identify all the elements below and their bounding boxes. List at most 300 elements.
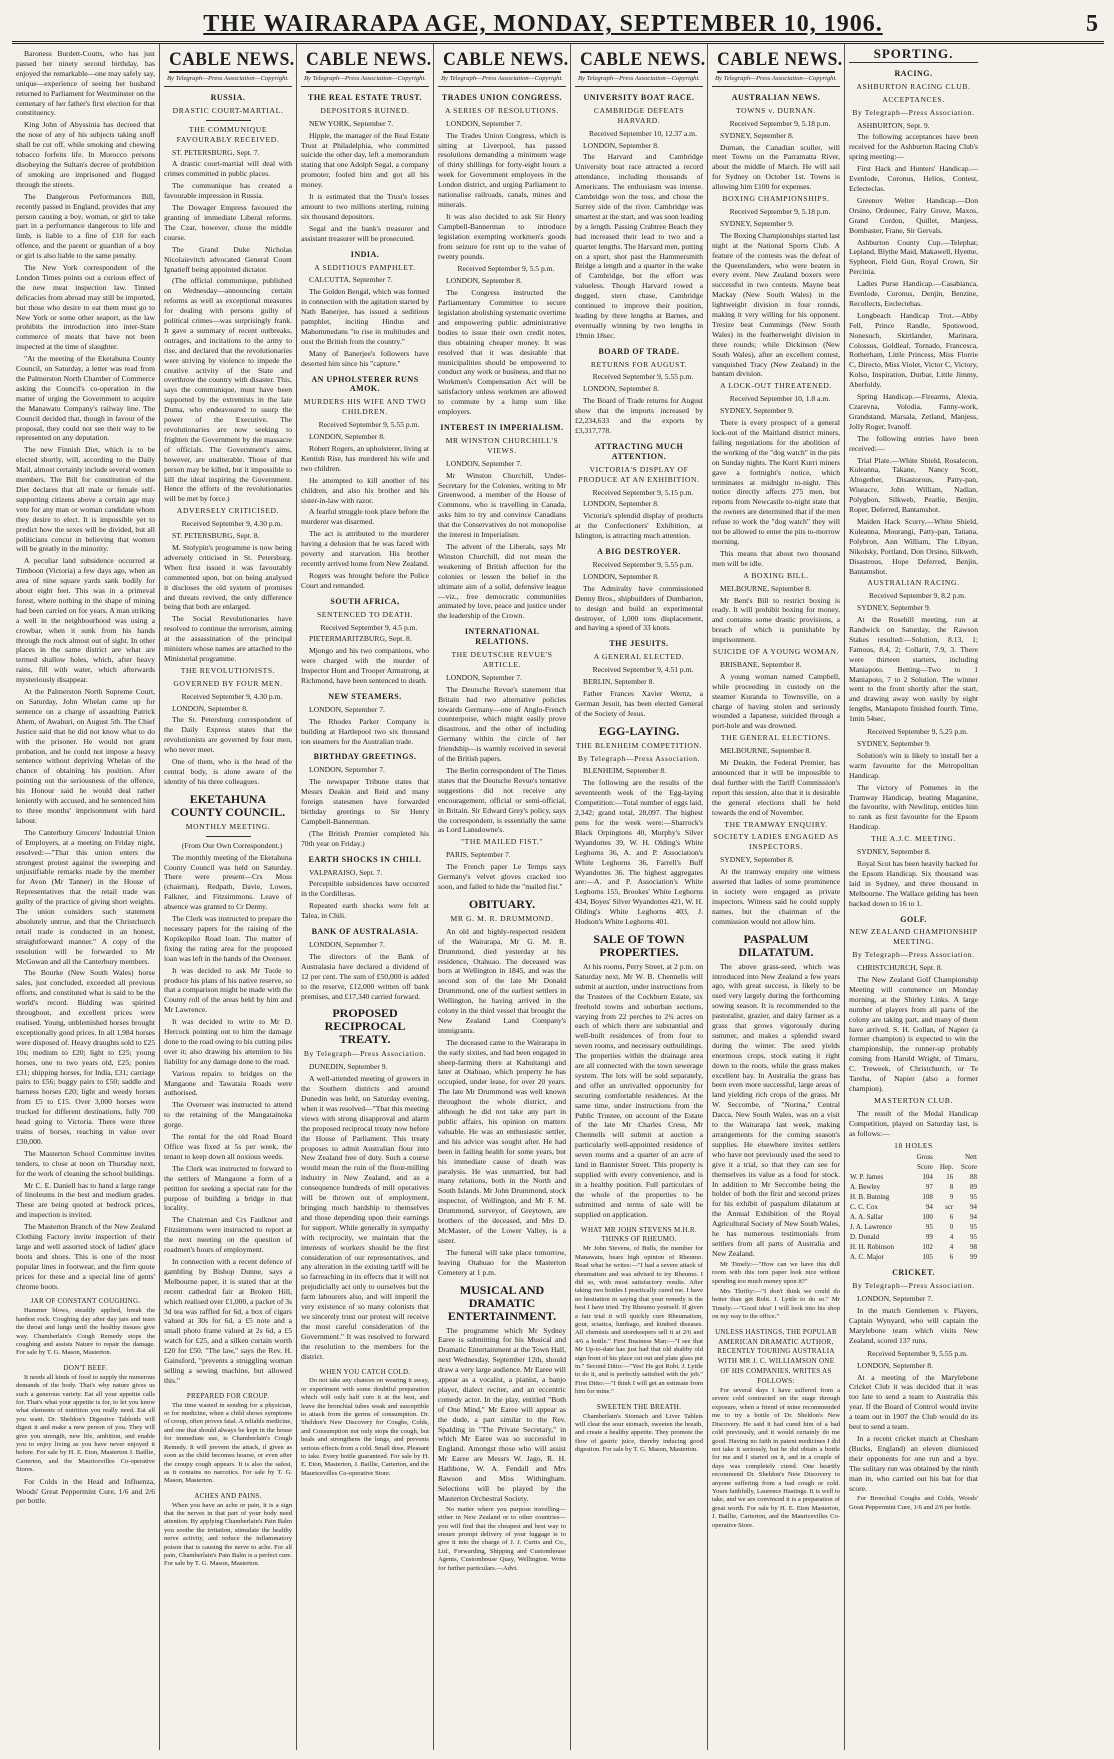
subheading: A LOCK-OUT THREATENED. (720, 381, 832, 391)
paragraph: The Boxing Championships started last night at the National Sports Club. A feature of the contests was the defeat of the Queenslanders, who were beaten in every event. New Zealand boxers were successful in two contests. Mayne beat Mackay (New South Wales) in the lightweight division in four rounds, making it very willing for his opponent. Tresize beat Cummings (New South Wales) in the featherweight division in three rounds; while Dickinson (New South Wales), after an excellent contest, vanquished Tracy (New Zealand) in the bantam division. (712, 230, 840, 379)
ad-heading: UNLESS HASTINGS, THE POPULAR AMERICAN DRAMATIC AUTHOR, RECENTLY TOURING AUSTRALIA WITH MR J. C. WILLIAMSON ONE OF HIS COMPANIES, WRITES AS FOLLOWS: (715, 1327, 837, 1386)
paragraph: Maiden Hack Scurry.—White Shield, Kuleanna, Mourangi, Patty-pan, Tatiana, Polybron, Ann William, The Libyan, Nikolsky, Portland, Don Orsino, Silkweb, Disastrous, Hope Deferred, Benjin, Bantamshot. (849, 516, 978, 576)
paragraph: The advent of the Liberals, says Mr Winston Churchill, did not mean the weakening of British affection for the colonies or lessen the belief in the ultimate aim of a solid, defensive league—viz., free democratic communities animated by love, peace and justice under the leadership of the Crown. (438, 541, 566, 621)
subheading: SOCIETY LADIES ENGAGED AS INSPECTORS. (713, 832, 839, 852)
dateline: LONDON, September 8. (583, 499, 659, 509)
subheading: VICTORIA'S DISPLAY OF PRODUCE AT AN EXHIBITION. (578, 464, 700, 484)
subheading: THE GENERAL ELECTIONS. (720, 733, 832, 743)
paragraph: Many of Banerjee's followers have deserted him since his "capture." (301, 348, 429, 368)
paragraph: Hipple, the manager of the Real Estate Trust at Philadelphia, who committed suicide the other day, left a memorandum stating that one Adolph Segal, a company promoter, fooled him and got all his money. (301, 130, 429, 190)
dateline: ASHBURTON, Sept. 9. (857, 120, 930, 130)
subheading: GOVERNED BY FOUR MEN. (173, 678, 283, 688)
paragraph: The Social Revolutionaries have resolved to continue the terrorism, aiming at the assassination of the principal ministers whose names are attached to the Ministerial programme. (164, 614, 292, 663)
received-line: Received September 9, 5.15 p.m. (592, 487, 694, 497)
score-cell: 6 (949, 1212, 954, 1221)
subheading: MURDERS HIS WIFE AND TWO CHILDREN. (303, 397, 427, 417)
dateline: LONDON, September 8. (309, 432, 385, 442)
dateline: MELBOURNE, September 8. (720, 583, 812, 593)
column-5 (571, 44, 708, 1750)
subheading: 18 HOLES (894, 1140, 933, 1150)
table-row (849, 1193, 978, 1203)
cable-news-heading: CABLE NEWS. (169, 49, 287, 73)
paragraph: Trial Plate.—White Shield, Rosalecon, Kuleanna, Takane, Nancy Scott, Altogether, Disastorous, Patty-pan, Wiseacre, John William, Nadian, Polygbon, Silkweb, Pearlie, Benjin, Roper, Deferred, Bantamshot. (849, 455, 978, 515)
subheading: ACCEPTANCES. (882, 94, 945, 104)
dateline: BERLIN, September 8. (583, 677, 655, 687)
score-cell: 94 (970, 1212, 977, 1221)
section-heading: BIRTHDAY GREETINGS. (313, 752, 417, 762)
paragraph: The following entries have been received:— (849, 433, 978, 453)
dateline: LONDON, September 7. (446, 458, 522, 468)
received-line: Received September 9, 8.2 p.m. (868, 591, 966, 601)
dateline: CALCUTTA, September 7. (309, 275, 393, 285)
dateline: SYDNEY, September 9. (720, 218, 794, 228)
dateline: PARIS, September 7. (446, 850, 511, 860)
dateline: SYDNEY, September 9. (720, 406, 794, 416)
paragraph: At the Rosehill meeting, run at Randwick on Saturday, the Rawson Stakes resulted:—Solution, 8.13, 1; Famous, 8.4, 2; Collarit, 7.9, 3. There were thirteen starters, including Maniapoto. Betting—Two to 1 Maniapoto, 7 to 2 Solution. The winner went to the front shortly after the start, and drawing away won easily by eight lengths, Maniapoto finished fourth. Time, 1min 54sec. (849, 615, 978, 724)
paragraph: Mr Deakin, the Federal Premier, has announced that it will be impossible to deal further with the Tariff Commission's report this session, also that it is desirable the general elections shall be held towards the end of November. (712, 758, 840, 817)
received-line: Received September 9, 4.30 p.m. (181, 519, 283, 529)
byline: By Telegraph—Press Association—Copyright. (301, 74, 429, 87)
advertisement: Hammer blows, steadily applied, break the hardest rock. Coughing day after day jars and tears the throat and lungs until the healthy tissues give way. Chamberlain's Cough Remedy stops the coughing and assists Nature to repair the damage. For sale by T. G. Mason, Masterton. (16, 1307, 155, 1357)
table-header (849, 1163, 910, 1173)
paragraph: The Canterbury Grocers' Industrial Union of Employers, at a meeting on Friday night, resolved:—"That this union enters the strongest protest against the sweeping and unjustifiable remarks made by the member for Avon (Mr Tanner) in the House of Representatives that the retail trade was guilty of the practice of giving short weights. The union considers such statement absolutely untrue, and that the Christchurch retail trade is conducted in an honest, straightforward manner." A copy of the resolution will be forwarded to Mr McGowan and all the Canterbury members. (16, 827, 155, 966)
paragraph: The Bourke (New South Wales) horse sales, just concluded, exceeded all previous efforts, and constituted what is said to be the world's record. Bidding was spirited throughout, and excellent prices were realised. Young, unblemished horses brought exceptionally good prices. In all 1,984 horses were disposed of. Heavy draughts sold to £25 10s; medium to £20; light to £25; young horses, one to two years old, £25; ponies £31; shipping horses, for India, £31; carriage pairs to £56; buggy pairs to £50; saddle and harness horses £20; light and weedy horses from £5 to £15. Over 3,000 horses were trucked for different destinations, fully 700 head going to Victoria. There were three trains of horses, reaching in value over £30,000. (16, 968, 155, 1146)
byline: By Telegraph—Press Association—Copyright. (438, 74, 566, 87)
section-heading: INDIA. (350, 249, 380, 259)
advertisement: The time wasted in sending for a physician, or for medicine, when a child shows symptoms of croup, often proves fatal. A reliable medicine, and one that should always be kept in the house for immediate use, is Chamberlain's Cough Remedy. It will prevent the attack, if given as soon as the child becomes hoarse, or even after the croupy cough appears. It is also the safest, as it contains no narcotics. For sale by T. G. Mason, Masterton. (164, 1401, 292, 1485)
paragraph: A drastic court-martial will deal with crimes committed in public places. (164, 159, 292, 179)
byline: By Telegraph—Press Association—Copyright. (712, 74, 840, 87)
scores-table (849, 1153, 978, 1262)
score-cell: 95 (970, 1232, 977, 1241)
received-line: Received September 9, 5.55 p.m. (867, 1348, 968, 1358)
paragraph: The Board of Trade returns for August show that the imports increased by £2,234,633 and the exports by £3,317,778. (575, 396, 703, 435)
paragraph: (The British Premier completed his 70th year on Friday.) (301, 828, 429, 848)
section-heading: OBITUARY. (468, 896, 536, 911)
advertisement: No matter where you purpose travelling—either in New Zealand or to other countries—you will find that the cheapest and best way to ensure prompt delivery of your luggage is to give it into the charge of J. J. Curtis and Co., Ltd., Forwarding, Shipping and Customhouse Agents, Customhouse Quay, Wellington. Write for further particulars.—Advt. (438, 1505, 566, 1572)
paragraph: Victoria's splendid display of products at the Confectioners' Exhibition, at Islington, is attracting much attention. (575, 511, 703, 541)
table-header-row (849, 1153, 978, 1163)
column-7 (845, 44, 982, 1750)
subheading: RETURNS FOR AUGUST. (590, 359, 688, 369)
received-line: Received September 9, 4.51 p.m. (592, 665, 694, 675)
paragraph: The act is attributed to the murderer having a delusion that he was faced with poverty and starvation. His brother recently arrived home from New Zealand. (301, 529, 429, 568)
dateline: BRISBANE, September 8. (720, 659, 802, 669)
player-name: C. C. Cox (850, 1202, 879, 1211)
dateline: MELBOURNE, September 8. (720, 746, 812, 756)
paragraph: The monthly meeting of the Eketahuna County Council was held on Saturday. There were present—Crs Moss (chairman), Redpath, Davie, Lowes, Falkner, and Fitzsimmons. Leave of absence was granted to Cr Denny. (164, 852, 292, 912)
paragraph: The new Finnish Diet, which is to be elected shortly, will, according to the Daily Mail, almost certainly include several women members. The Bill for constitution of the Diet declares that all male or female self-supporting citizens above a certain age may vote for any man or woman candidate whom they desire to elect. It is impossible yet to predict how the sexes will be divided, but all politicians concur in believing that women will be greatly in the minority. (16, 445, 155, 554)
section-heading: SALE OF TOWN PROPERTIES. (593, 931, 685, 959)
sporting-heading: SPORTING. (849, 49, 978, 63)
subheading: A BOXING BILL. (743, 570, 809, 580)
paragraph: "At the meeting of the Eketahuna County Council, on Saturday, a letter was read from the Palmerston North Chamber of Commerce asking the Council's co-operation in the matter of urging the Government to acquire the Manawatu Company's railway line. The Council decided that, though in favour of the proposal, they could not see their way to be represented on any deputation. (16, 354, 155, 443)
advertisement: When you have an ache or pain, it is a sign that the nerves in that part of your body need attention. By applying Chamberlain's Pain Balm you soothe the irritation, stimulate the healthy nerve activity, and reduce the inflammatory poison that is causing the nerve to ache. For all pain, Chamberlain's Pain Balm is a perfect cure. For sale by T. G. Mason, Masterton. (164, 1501, 292, 1568)
section-heading: BANK OF AUSTRALASIA. (311, 927, 419, 937)
received-line: Received September 9, 5.18 p.m. (729, 206, 831, 216)
score-cell: 94 (925, 1202, 933, 1211)
received-line: Received September 9, 5.55 p.m. (318, 420, 420, 430)
score-cell: 102 (922, 1242, 933, 1251)
score-cell: 99 (925, 1232, 933, 1241)
paragraph: It is estimated that the Trust's losses amount to two millions sterling, ruining six thousand depositors. (301, 192, 429, 221)
paragraph: The Masterton Branch of the New Zealand Clothing Factory invite inspection of their large and well assorted stock of ladies' glace boots and shoes. This is one of the most popular lines in footwear, and the firm quote prices for these and a special line of gents' chrome boots. (16, 1222, 155, 1291)
paragraph: In a recent cricket match at Chesham (Bucks, England) an eleven dismissed their opponents for one run and a bye. The solitary run was obtained by the ninth man in, who carried out his bat for that score. (849, 1434, 978, 1493)
score-cell: 4 (949, 1232, 954, 1241)
paragraph: The Grand Duke Nicholas Nicolaievitch advocated General Count Ignatieff being appointed dictator. (164, 244, 292, 274)
table-row (849, 1253, 978, 1263)
paragraph: For Colds in the Head and Influenza, Woods' Great Peppermint Cure, 1/6 and 2/6 per bottle. (16, 1476, 155, 1506)
paragraph: Longbeach Handicap Trot.—Abby Fell, Prince Randle, Spotswood, Nonesuch, Skirtlander, Marinara, Colossus, Goldleaf, Tornado, Francesca, Rotherham, Little Princess, Miss Florrie C, Directo, Miss Violet, Victor C, Victory, Kolso, Inspiration, Durbar, Little Jimmy, Aberfoldy. (849, 310, 978, 390)
paragraph: It was also decided to ask Sir Henry Campbell-Bannerman to introduce legislation exempting workmen's goods from seizure for rent up to the value of twenty pounds. (438, 211, 566, 261)
column-6 (708, 44, 845, 1750)
advertisement: Chamberlain's Stomach and Liver Tablets will clear the sour stomach, sweeten the breath, and create a healthy appetite. They promote the flow of gastric juice, thereby inducing good digestion. For sale by T. G. Mason, Masterton. (575, 1412, 703, 1454)
byline: By Telegraph—Press Association. (852, 1281, 975, 1291)
cable-news-heading: CABLE NEWS. (580, 49, 698, 73)
subheading: THE BLENHEIM COMPETITION. (575, 740, 703, 750)
paragraph: Repeated earth shocks were felt at Talea, in Chili. (301, 901, 429, 921)
dateline: SYDNEY, September 9. (857, 603, 931, 613)
section-heading: BOARD OF TRADE. (598, 346, 680, 356)
ad-heading: PREPARED FOR CROUP. (186, 1391, 270, 1400)
section-heading: INTERNATIONAL RELATIONS. (464, 627, 540, 647)
paragraph: The Masterton School Committee invites tenders, to close at noon on Thursday next, for the work of cleaning the school buildings. (16, 1148, 155, 1178)
dateline: SYDNEY, September 8. (857, 847, 931, 857)
player-name: A. C. Major (850, 1252, 884, 1261)
player-name: J. A. Lawrence (850, 1222, 892, 1231)
table-row (849, 1233, 978, 1243)
paragraph: Ladies Purse Handicap.—Casabianca, Evenlode, Coronus, Denjin, Benzine, Recollects, Eeclectebas. (849, 279, 978, 308)
subheading: CAMBRIDGE DEFEATS HARVARD. (593, 105, 685, 125)
subheading: ADVERSELY CRITICISED. (176, 506, 280, 516)
paragraph: The Admiralty have commissioned Denny Bros., shipbuilders of Dumbarton, to design and build an experimental destroyer, of 1,000 tons displacement, and having a speed of 33 knots. (575, 583, 703, 633)
paragraph: Durnan, the Canadian sculler, will meet Towns on the Parramatta River, about the middle of March. He will sail for Sydney on October 1st. Towns is allowing him £100 for expenses. (712, 142, 840, 192)
section-heading: ATTRACTING MUCH ATTENTION. (594, 441, 684, 461)
received-line: Received September 9, 4.30 p.m. (181, 691, 283, 701)
player-name: H. B. Bunting (850, 1193, 890, 1202)
table-row (849, 1173, 978, 1183)
paragraph: The Chairman and Crs Faulkner and Fitzsimmons were instructed to report at the next meeting on the question of roadmen's hours of employment. (164, 1215, 292, 1255)
subheading: THE REVOLUTIONISTS. (180, 665, 276, 675)
score-cell: 8 (949, 1183, 954, 1192)
paragraph: Spring Handicap.—Firearms, Alexia, Czarevna, Volodia, Fanny-work, Grandstand, Marsala, Zetland, Manjess, Jolly Roger, Ivanoff. (849, 392, 978, 431)
cable-news-heading: CABLE NEWS. (717, 49, 835, 73)
dateline: LONDON, September 8. (857, 1360, 933, 1370)
table-row (849, 1223, 978, 1233)
byline: By Telegraph—Press Association. (577, 753, 701, 763)
paragraph: The Berlin correspondent of The Times states that the Deutsche Revue's tentative suggestions did not receive any encouragement, official or semi-official, in Britain. Sir Edward Grey's policy, says the correspondent, is essentially the same as Lord Lansdowne's. (438, 766, 566, 835)
dateline: LONDON, September 7. (857, 1294, 933, 1304)
columns (12, 44, 1104, 1750)
subheading: MONTHLY MEETING. (185, 821, 271, 831)
paragraph: The communique has created a favourable impression in Russia. (164, 181, 292, 201)
dateline: LONDON, September 7. (446, 118, 522, 128)
score-cell: 16 (946, 1173, 954, 1182)
paragraph: At the tramway enquiry one witness asserted that ladies of some prominence in society were engaged as private inspectors. Witness said he could supply names, but the chairman of the commission would not allow him. (712, 867, 840, 926)
dateline: BLENHEIM, September 8. (583, 766, 667, 776)
paragraph: The rental for the old Road Board Office was fixed at 5s per week, the tenant to keep down all noxious weeds. (164, 1132, 292, 1161)
received-line: Received September 10, 1.8 a.m. (729, 394, 831, 404)
subheading: BOXING CHAMPIONSHIPS. (722, 194, 830, 204)
dateline: SYDNEY, September 9. (857, 739, 931, 748)
paragraph: The above grass-seed, which was introduced into New Zealand a few years ago, with great success, is likely to be used very largely during the forthcoming sowing season. It is recommended to the pastoralist, grazier, and dairy farmer as a grass that grows vigorously during summer, and makes a splendid sward during the winter. The seed yields enormous crops, stock eating it right down to the roots, while the grass makes excellent hay. In Australia the grass has been even more successful, large areas of land yielding rich crops of the grass. Mr W. Seccombe, of "Norma," Central Dacca, New South Wales, was on a visit to the Wairarapa last week, making arrangements for the coming season's supplies. He elsewhere invites settlers who have not previously used the seed to give it a trial, so that they can see for themselves its value as a food for stock. In addition to Mr Seccombe being the holder of both the first and second prizes for his exhibit of paspalum dilatatum at the Annual Exhibition of the Royal Agricultural Society of New South Wales, he has numerous testimonials from settlers from all parts of Australia and New Zealand. (712, 961, 840, 1258)
paragraph: The Clerk was instructed to forward to the settlers of Mangaone a form of a petition for seeking a special rate for the purpose of building a bridge in that locality. (164, 1163, 292, 1213)
paragraph: The New Zealand Golf Championship Meeting will commence on Monday morning, at the Shirley Links. A large number of players from all parts of the colony are taking part, and many of them have arrived. S. H. Gollan, of Napier (a former champion) is expected to win the championship, the runner-up probably coming from Harold Wright, of Timaru, C. Treweek, of Christchurch, or Te Tareha, of Napier (also a former champion). (849, 975, 978, 1093)
dateline: LONDON, September 8. (446, 276, 522, 286)
paragraph: Various repairs to bridges on the Mangaone and Tawataia Roads were authorised. (164, 1068, 292, 1098)
cable-news-heading: CABLE NEWS. (306, 49, 424, 73)
divider (206, 120, 251, 121)
paragraph: Mjongo and his two companions, who were charged with the murder of Inspector Hunt and Trooper Armstrong, at Richmond, have been sentenced to death. (301, 646, 429, 686)
score-cell: 105 (922, 1252, 933, 1261)
paragraph: At a meeting of the Marylebone Cricket Club it was decided that it was too late to send a team to Australia this year. If the Board of Control would invite a team out in 1907 the Club would do its best to send a team. (849, 1372, 978, 1432)
paragraph: In the match Gentlemen v. Players, Captain Wynyard, who will captain the Marylebone team which visits New Zealand, scored 137 runs. (849, 1306, 978, 1345)
ad-heading: DON'T BEEF. (63, 1363, 108, 1372)
subheading: MR WINSTON CHURCHILL'S VIEWS. (445, 435, 559, 455)
paragraph: A well-attended meeting of growers in the Southern districts and around Dunedin was held, on Saturday evening, when it was resolved—"That this meeting views with strong disapproval and alarm the proposed reciprocal treaty now before the House of Parliament. This treaty proposes to admit Australian flour into New Zealand free of duty. Such a course would mean the ruin of the flour-milling industry in New Zealand, and as a consequence hundreds of mill operatives will be thrown out of employment, bringing much hardship to themselves and those depending upon their earnings for support. While generally in sympathy with reciprocity, we maintain that the interests of workers should be the first consideration of our representatives, and any alteration in the existing tariff will be so farreaching in its effects that it will not prejudicially act only to ourselves but the farm labourers also, and will imperil the very existence of so many colonists that we sincerely trust our protest will receive the most careful consideration of the Government." It was resolved to forward the resolution to the members for the district. (301, 1074, 429, 1361)
subheading: AUSTRALIAN RACING. (867, 578, 960, 588)
scores-body (849, 1173, 978, 1262)
subheading: A GENERAL ELECTED. (593, 652, 685, 662)
paragraph: Mr C. E. Daniell has to hand a large range of linoleums in the best and medium grades. These are being quoted at bedrock prices, and inspection is invited. (16, 1180, 155, 1220)
player-name: A. A. Sallar (850, 1212, 884, 1221)
byline: By Telegraph—Press Association. (852, 107, 975, 117)
paragraph: At his rooms, Perry Street, at 2 p.m. on Saturday next, Mr W. B. Chennells will submit at auction, under instructions from the Trustees of the Cockburn Estate, six freehold towns and suburban sections, varying from 22 perches to 2¾ acres on each of which there are substantial and well-built residences of from four to seven rooms, and necessary outbuildings. The properties within the drainage area are all connected with the town sewerage system. The lots will be sold separately, and offer an unrivalled opportunity for securing comfortable residences. At the same time, under instructions from the Public Trustee, on account of the Estate of the late Mr Charles Cress, Mr Chennells will submit at auction a particularly well-appointed residence of seven rooms and a quarter of an acre of land in Bannister Street. This property is supplied with every convenience, and is in a healthy position. Full particulars of the whole of the properties to be submitted and terms of sale will be supplied on application. (575, 961, 703, 1219)
paragraph: The Overseer was instructed to attend to the retaining of the Mangatainoka gorge. (164, 1100, 292, 1130)
advertisement: Mr Timely:—"How can we have this dull room with this torn paper look nice without spending too much money upon it?" (712, 1260, 840, 1285)
received-line: Received September 9, 5.55 p.m. (592, 559, 694, 569)
score-cell: 89 (970, 1183, 977, 1192)
paragraph: The directors of the Bank of Australasia have declared a dividend of 12 per cent. The sum of £50,000 is added to the reserve, £12,000 written off bank premises, and £17,340 carried forward. (301, 951, 429, 1001)
section-heading: THE REAL ESTATE TRUST. (308, 92, 422, 102)
score-cell: 0 (949, 1222, 954, 1231)
advertisement: For Bronchial Coughs and Colds, Woods' Great Peppermint Cure, 1/6 and 2/6 per bottle. (849, 1495, 978, 1511)
paragraph: It was decided to ask Mr Toole to produce his plans of his native reserve, so that a comparison might be made with the County roll of the areas held by him and Mr Lawrence. (164, 965, 292, 1015)
paragraph: Mr Winston Churchill, Under-Secretary for the Colonies, writing to Mr Greenwood, a member of the House of Commons, who is travelling in Canada, asks him to try and convince Canadians that the Conservatives do not monopolise the interest in Imperialism. (438, 470, 566, 540)
table-row (849, 1213, 978, 1223)
section-heading: CRICKET. (892, 1268, 935, 1278)
dateline: LONDON, September 8. (172, 703, 248, 713)
table-row (849, 1243, 978, 1253)
paragraph: First Hack and Hunters' Handicap.—Evenlode, Coronus, Helios, Contest, Eclecteclas. (849, 164, 978, 193)
subheading: THE TRAMWAY ENQUIRY. (724, 819, 828, 829)
section-heading: A BIG DESTROYER. (597, 547, 681, 557)
paragraph: The French paper Le Temps says Germany's velvet gloves cracked too soon, and failed to hide the "mailed fist." (438, 862, 566, 891)
column-4 (434, 44, 571, 1750)
table-header: Score (916, 1163, 933, 1172)
byline: By Telegraph—Press Association. (852, 950, 975, 960)
paragraph: It was decided to write to Mr D. Hercock pointing out to him the damage done to the road owing to his cutting piles over it; also drawing his attention to his liability for any damage done to the road. (164, 1017, 292, 1066)
section-heading: EARTH SHOCKS IN CHILI. (308, 854, 422, 864)
paragraph: He attempted to kill another of his children, and also his brother and his sister-in-law with razor. (301, 475, 429, 505)
table-header: Score (961, 1163, 977, 1172)
subheading: THE A.J.C. MEETING. (871, 834, 956, 844)
byline: By Telegraph—Press Association—Copyright. (575, 74, 703, 87)
paragraph: The Golden Bengal, which was formed in connection with the agitation started by Nath Banerjee, has issued a seditious pamphlet, inciting Hindus and Mahommedans "to rise in multitudes and oust the British from the country." (301, 287, 429, 346)
section-heading: EKETAHUNA COUNTY COUNCIL. (170, 791, 286, 819)
subheading: ASHBURTON RACING CLUB. (856, 81, 971, 91)
score-cell: 99 (970, 1252, 977, 1261)
player-name: W. P. James (850, 1173, 884, 1182)
section-heading: MUSICAL AND DRAMATIC ENTERTAINMENT. (447, 1282, 557, 1323)
byline: By Telegraph—Press Association. (303, 1049, 427, 1059)
paragraph: Perceptible subsidences have occurred in the Cordilleras. (301, 879, 429, 899)
table-row (849, 1203, 978, 1213)
page-number: 5 (1086, 11, 1098, 37)
table-header-row (849, 1163, 978, 1173)
paragraph: The Trades Union Congress, which is sitting at Liverpool, has passed resolutions demanding a minimum wage of thirty shillings for forty-eight hours a week for Government employees in the London district, and urging Parliament to nationalise railroads, canals, mines and minerals. (438, 130, 566, 209)
paragraph: The Harvard and Cambridge University boat race attracted a record attendance, including thousands of Americans. The enthusiasm was intense. Cambridge won the toss, and chose the Surrey side of the river. Cambridge was smartest at the start, and was soon leading by a length. Passing Crabtree Beach they had increased their lead to two and a quarter lengths. The Harvard men, putting on a spurt, shot past the Hammersmith Bridge a length and a quarter in the wake of Cambridge, but the effort was valueless. Though Harvard rowed a dogged, stern chase, Cambridge continued to improve their position, leading by three lengths at Barnes, and eventually winning by two lengths in 19min 18sec. (575, 152, 703, 340)
table-header: Nett (964, 1153, 977, 1162)
section-heading: RACING. (894, 68, 933, 78)
dateline: CHRISTCHURCH, Sept. 8. (857, 963, 943, 973)
paragraph: Mr Bent's Bill to restrict boxing is ready. It will prohibit boxing for money, and contains some drastic provisions, a breach of which is punishable by imprisonment. (712, 595, 840, 645)
dateline: LONDON, September 7. (309, 939, 385, 949)
ad-heading: JAR OF CONSTANT COUGHING. (30, 1297, 141, 1306)
table-header: Gross (916, 1153, 933, 1162)
paragraph: The newspaper Tribune states that Messrs Deakin and Reid and many foreign statesmen have forwarded birthday greetings to Sir Henry Campbell-Bannerman. (301, 777, 429, 826)
dateline: LONDON, September 8. (583, 384, 659, 394)
dateline: LONDON, September 7. (309, 765, 385, 775)
subheading: A SEDITIOUS PAMPHLET. (314, 262, 416, 272)
paragraph: The Deutsche Revue's statement that Britain had two alternative policies towards Germany—one of Anglo-French counterpoise, which might easily prove disastrous, and the other of including Germany within the circle of her friendship—is warmly received in several of the British papers. (438, 684, 566, 764)
paragraph: The St. Petersburg correspondent of the Daily Express states that the revolutionists are governed by four men, who never meet. (164, 715, 292, 755)
subheading: MR G. M. R. DRUMMOND. (450, 913, 554, 923)
subheading: NEW ZEALAND CHAMPIONSHIP MEETING. (849, 927, 978, 947)
subheading: SUICIDE OF A YOUNG WOMAN. (712, 647, 840, 657)
paragraph: The deceased came to the Wairarapa in the early sixties, and had been engaged in sheep-farming there at Kahuitangi and later at Otahuao, which property he has occupied, under lease, for over 20 years. The late Mr Drummond was well known throughout the whole district, and although he did not take any part in public affairs, his opinion on matters valuable. He was an enthusiastic settler, and his advice was sought after. He had been in failing health for some years, but his immediate cause of death was paralysis. He was unmarried, but had many relations, both in the North and South Islands. Mr John Drummond, stock inspector, of Wellington, and Mr F. M. Drummond, surveyor, of Greytown, are brothers of the deceased, and Mrs D. McMaster, of the Lower Valley, is a sister. (438, 1037, 566, 1245)
dateline: DUNEDIN, September 9. (309, 1062, 388, 1072)
column-2 (160, 44, 297, 1750)
paragraph: The funeral will take place tomorrow, leaving Otahuao for the Masterton Cemetery at 1 p.m. (438, 1247, 566, 1277)
paragraph: The Dowager Empress favoured the granting of immediate Liberal reforms. The Czar, however, chose the middle course. (164, 203, 292, 242)
dateline: SYDNEY, September 8. (720, 855, 794, 865)
received-line: Received September 9, 5.55 p.m. (592, 372, 694, 382)
masthead (12, 11, 1104, 44)
subheading: A SERIES OF RESOLUTIONS. (445, 105, 559, 115)
advertisement: For several days I have suffered from a severe cold contracted on the stage through exposure, when a friend of mine recommended me to try a bottle of Dr. Sheldon's New Discovery. He said it had cured him of a bad cold previously, and it would certainly do me good. Having no faith in patent medicines I did not take it seriously, but he did obtain a bottle for me and I started on it, and in a couple of days was completely cured. One heartily recommend Dr. Sheldon's New Discovery to anyone suffering from a bad cough or cold. Yours faithfully, Laurence Hastings. It is well to take, and we are convinced it is a preparation of great worth. For sale by H. E. Eton Masterton, J. Baillie, Carterton, and the Mauricevilles Co-operative Store. (712, 1387, 840, 1529)
paragraph: The Clerk was instructed to prepare the necessary papers for the raising of the Kopikopiko Road loan. The matter of fixing the rating area for the proposed loan was left in the hands of the Overseer. (164, 914, 292, 963)
dateline: ST. PETERSBURG, Sept. 8. (172, 531, 260, 541)
divider (206, 836, 251, 837)
player-name: H. H. Robinson (850, 1242, 894, 1251)
paragraph: This means that about two thousand men will be idle. (712, 548, 840, 568)
ad-heading: WHAT MR JOHN STEVENS M.H.R. THINKS OF RHEUMO. (581, 1225, 697, 1244)
subheading: "THE MAILED FIST." (460, 837, 544, 847)
paragraph: The New York correspondent of the London Times points out a curious effect of the new meat inspection law. Tinned delicacies from abroad may still be imported, but those who desire to eat them must go to New York or some other seaport, as the law prohibits the introduction into inter-State commerce of meats that have not been inspected at the time of slaughter. (16, 263, 155, 352)
score-cell: 98 (970, 1242, 977, 1251)
score-cell: 108 (922, 1193, 933, 1202)
table-header (849, 1153, 910, 1163)
paragraph: King John of Abyssinia has decreed that the nose of any of his subjects taking snuff shall be cut off, while smoking and chewing tobacco forfeits life. In Morocco persons disobeying the Sultan's decree of prohibition of smoking are imprisoned and flogged through the streets. (16, 120, 155, 189)
subheading: THE DEUTSCHE REVUE'S ARTICLE. (451, 650, 553, 669)
subheading: DRASTIC COURT-MARTIAL. (172, 105, 284, 115)
player-name: D. Donald (850, 1232, 880, 1241)
score-cell: 95 (970, 1193, 977, 1202)
subheading: SENTENCED TO DEATH. (316, 609, 414, 619)
score-cell: 9 (949, 1193, 954, 1202)
dateline: PIETERMARITZBURG, Sept. 8. (309, 634, 412, 644)
dateline: LONDON, September 7. (309, 704, 385, 714)
paragraph: Robert Rogers, an upholsterer, living at Kentish Rise, has murdered his wife and two children. (301, 444, 429, 473)
paragraph: There is every prospect of a general lock-out of the Maitland district miners, failing negotiations for the abolition of the working of the "dog watch" in the pits on Sunday nights. The Kurri Kurri miners gave a fortnight's notice, which terminates at midnight to-night. This notice directly affects 275 men, but reports from Newcastle to-night state that the owners are determined that if the men refuse to work the "dog watch" they will not be allowed to enter the pits to-morrow morning. (712, 418, 841, 546)
received-line: Received September 10, 12.37 a.m. (589, 128, 697, 138)
ad-heading: WHEN YOU CATCH COLD. (319, 1367, 411, 1376)
column-3 (297, 44, 434, 1750)
section-heading: AUSTRALIAN NEWS. (731, 92, 821, 102)
section-heading: GOLF. (900, 914, 927, 924)
byline: By Telegraph—Press Association—Copyright. (164, 74, 292, 87)
section-heading: THE JESUITS. (609, 639, 669, 649)
dateline: NEW YORK, September 7. (309, 118, 394, 128)
paragraph: The programme which Mr Sydney Earee is submitting for his Musical and Dramatic Entertainment at the Town Hall, next Wednesday, September 12th, should draw a very large audience. Mr Earee will appear as a vocalist, a pianist, a banjo player, dialect reciter, and an eccentric comedy actor. In the play, entitled "Both of One Mind," Mr Earee will appear as the dude, a part similar to the Rev. Spalding in "The Private Secretary," in which Mr Earee was so successful in England. Amongst those who will assist Mr Earee are Messrs W. Jago, R. H. Hathbone, W. A. Fendall and Mrs Rawson and Miss Withingham. Selections will be played by the Masterton Orchestral Society. (438, 1325, 566, 1503)
dateline: LONDON, September 8. (583, 571, 659, 581)
received-line: Received September 9, 5.25 p.m. (867, 727, 968, 737)
table-row (849, 1183, 978, 1193)
subheading: MASTERTON CLUB. (874, 1095, 953, 1105)
section-heading: PROPOSED RECIPROCAL TREATY. (324, 1006, 406, 1047)
paragraph: The following are the results of the seventeenth week of the Egg-laying Competition:—Total number of eggs laid, 2,342; grand total, 28,097. The highest pens for the week were:—Sharrock's Black Orpingtons 40, Murphy's Silver Wyandottes 39, W. H. Olding's White Leghorns 36, A. and P. Association's White Leghorns 36, Farrell's Buff Wyandottes 36. The highest aggregates are:—A. and P. Association's White Leghorns 155, Brookes' White Leghorns 434, Boyes' Silver Wyandottes 421, W. H. Olding's White Leghorns 403, J. Hodson's White Leghorns 401. (575, 778, 703, 927)
advertisement: Do not take any chances on wearing it away, or experiment with some doubtful preparation which will only half cure it at the best, and leave the bronchial tubes weak and susceptible to attack from the germs of consumption. Dr. Sheldon's New Discovery for Coughs, Colds, and Consumption not only stops the cough, but heals and strengthens the lungs, and prevents serious effects from a cold. Small dose. Pleasant to take. Every bottle guaranteed. For sale by H. E. Eton, Masterton, J. Baillie, Carterton, and the Mauricevilles Co-operative Store. (301, 1377, 429, 1477)
section-heading: AN UPHOLSTERER RUNS AMOK. (311, 374, 419, 394)
paragraph: The victory of Pomenes in the Tramway Handicap, beating Maganine, the favourite, with Newlitup, entitles him to rank as first favourite for the Epsom Handicap. (849, 782, 978, 832)
score-cell: 95 (970, 1222, 977, 1231)
section-heading: NEW STEAMERS. (328, 691, 402, 701)
paragraph: Solution's win is likely to install her a warm favourite for the Metropolitan Handicap. (849, 750, 978, 780)
section-heading: EGG-LAYING. (598, 723, 680, 738)
cable-news-heading: CABLE NEWS. (443, 49, 561, 73)
score-cell: 100 (922, 1212, 933, 1221)
section-heading: RUSSIA. (210, 92, 246, 102)
paragraph: Baroness Burdett-Coutts, who has just passed her ninety second birthday, has enjoyed the remarkable—one may safely say, unique—experience of seeing her husband returned to Parliament for Westminster on the centenary of her father's first election for that constituency. (16, 49, 155, 118)
paragraph: The following acceptances have been received for the Ashburton Racing Club's spring meeting:— (849, 132, 978, 162)
paragraph: Father Frances Xavier Wernz, a German Jesuit, has been elected General of the Society of Jesus. (575, 688, 703, 718)
score-cell: 4 (949, 1242, 954, 1251)
paragraph: Segal and the bank's treasurer and assistant treasurer will be prosecuted. (301, 223, 429, 243)
score-cell: 88 (970, 1173, 977, 1182)
paragraph: A fearful struggle took place before the murderer was disarmed. (301, 507, 429, 527)
paragraph: Ashburton County Cup.—Telephar, Lepland, Blythe Maid, Makawell, Hyeme, Sypheon, Field Gun, Royal Crown, Sir Percinia. (849, 237, 978, 277)
score-cell: scr (945, 1202, 954, 1211)
paragraph: A young woman named Campbell, while proceeding in custody on the steamer Kuranda to Townsville, on a charge of having stolen and seriously wounded a Japanese, suicided through a port-hole and was drowned. (712, 671, 840, 731)
paragraph: Rogers was brought before the Police Court and remanded. (301, 570, 429, 590)
subheading: DEPOSITORS RUINED. (320, 105, 410, 115)
correspondent-line: (From Our Own Correspondent.) (181, 840, 283, 850)
masthead-title: THE WAIRARAPA AGE, MONDAY, SEPTEMBER 10, 1906. (203, 11, 883, 37)
advertisement: Mr John Stevens, of Bulls, the member for Manawatu, bears high opinion of Rheumo. Read what he writes:—"I had a severe attack of rheumatism and was advised to try Rheumo. I did so, with most satisfactory results. After taking two bottles I practically cured me. I have no hesitation in saying that your remedy is the best I have tried. Try Rheumo yourself. If given a fair trial it will quickly cure Rheumatism, gout, sciatica, lumbago, and kindred diseases. All chemists and storekeepers sell it at 2/6 and 4/6 a bottle." First Business Man:—"I see that Mr Up-to-date has just had that old shabby old sign front of his place cut out and plate glass put in." Second Ditto:—"Yes! He got Robt. J. Lyttle to do it, and is perfectly satisfied with the job." First Ditto:—"I think I will get an estimate from him for mine." (575, 1245, 703, 1396)
paragraph: The Rhodes Parker Company is building at Hartlepool two six thousand ton steamers for the Australian trade. (301, 716, 429, 746)
score-cell: 95 (925, 1222, 933, 1231)
received-line: Received September 9, 5.18 p.m. (729, 118, 831, 128)
subheading: TOWNS v. DURNAN. (736, 105, 816, 115)
section-heading: INTEREST IN IMPERIALISM. (440, 423, 564, 432)
paragraph: M. Stolypin's programme is now being adversely criticised in St. Petersburg. When first issued it was favourably commented upon, but on being analysed it discloses the old system of promises and threats revived, the only difference being that both are enlarged. (164, 542, 292, 612)
received-line: Received September 9, 4.5 p.m. (320, 622, 418, 632)
paragraph: The Congress instructed the Parliamentary Committee to secure legislation abolishing systematic overtime and empowering public administrative bodies to issue their own credit notes, thus obtaining cheaper money. It was resolved that it was desirable that municipalities should be empowered to conduct any work or business, and that no Workmen's Compensation Act will be satisfactory unless workmen are allowed to commute by a lump sum like employers. (438, 288, 567, 417)
section-heading: TRADES UNION CONGRESS. (441, 92, 563, 102)
advertisement: It needs all kinds of food to supply the numerous demands of the body. That's why nature gives us such a generous variety. Eat all your appetite calls for. That's what your appetite is for, to let you know what elements of nutrition you really need. Eat all you want. Dr. Sheldon's Digestive Tabloids will digest it and make a new person of you. They will give you strength, new life, ambition, and enable you to enjoy living as you have never enjoyed it before. For sale by H. E. Eton, Masterton J. Baillie, Carterton, and the Mauricevilles Co-operative Stores. (16, 1373, 155, 1474)
dateline: ST. PETERSBURG, Sept. 7. (172, 147, 260, 157)
section-heading: SOUTH AFRICA, (330, 596, 400, 606)
column-1 (12, 44, 160, 1750)
dateline: LONDON, September 8. (583, 140, 659, 150)
score-cell: 6 (949, 1252, 954, 1261)
score-cell: 104 (922, 1173, 933, 1182)
table-header (934, 1153, 954, 1163)
score-cell: 94 (970, 1202, 977, 1211)
paragraph: The Dangerous Performances Bill, recently passed in England, provides that any person causing a boy, woman, or girl to take part in a performance dangerous to life and limb, is liable to a fine of £10 for each offence, and the parent or guardian of a boy or girl is also liable to the same penalty. (16, 191, 155, 261)
dateline: SYDNEY, September 8. (720, 130, 794, 140)
